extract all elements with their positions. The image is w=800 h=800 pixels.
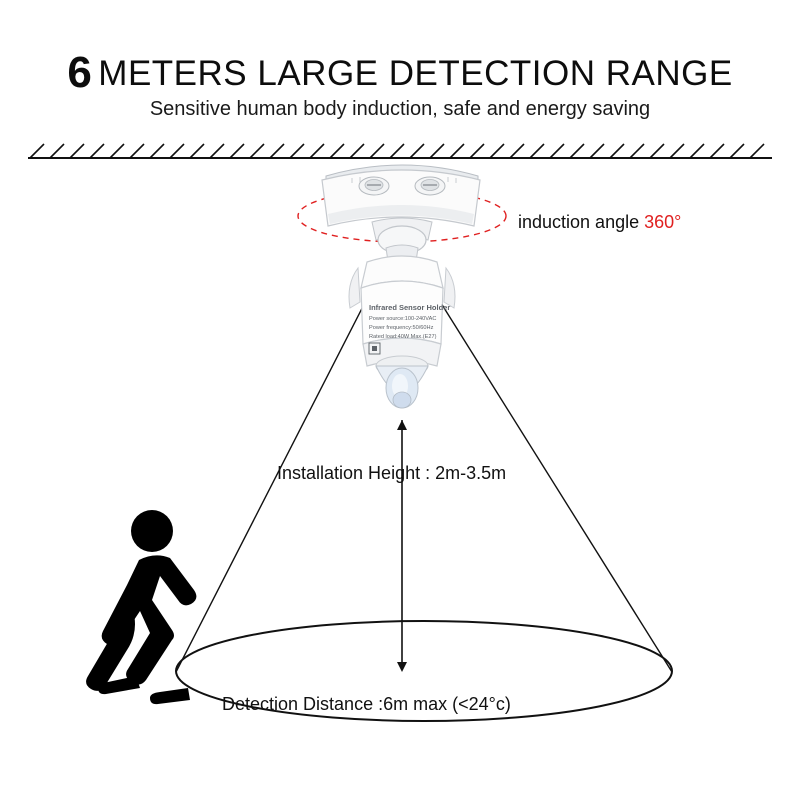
- induction-angle-value: 360°: [644, 212, 682, 232]
- svg-text:Infrared Sensor Holder: Infrared Sensor Holder: [369, 303, 451, 312]
- adjustment-knob-left: [359, 177, 389, 195]
- page-subtitle: Sensitive human body induction, safe and energy saving: [149, 98, 651, 120]
- svg-text:Power source:100-240VAC: Power source:100-240VAC: [369, 316, 437, 322]
- svg-text:Rated load:40W Max.(E27): Rated load:40W Max.(E27): [369, 334, 437, 340]
- title-text: METERS LARGE DETECTION RANGE: [98, 54, 733, 93]
- ceiling: [28, 144, 772, 158]
- walking-person-icon: [86, 510, 196, 704]
- induction-angle-label: [518, 212, 681, 233]
- svg-text:Power frequency:50/60Hz: Power frequency:50/60Hz: [369, 325, 434, 331]
- installation-height-label: Installation Height : 2m-3.5m: [277, 463, 507, 483]
- detection-distance-label: Detection Distance :6m max (<24°c): [222, 694, 511, 714]
- adjustment-knob-right: [415, 177, 445, 195]
- sensor-device: [322, 165, 480, 408]
- title-number: 6: [67, 48, 93, 97]
- induction-angle-text: induction angle: [518, 212, 645, 232]
- height-arrow: [397, 420, 407, 672]
